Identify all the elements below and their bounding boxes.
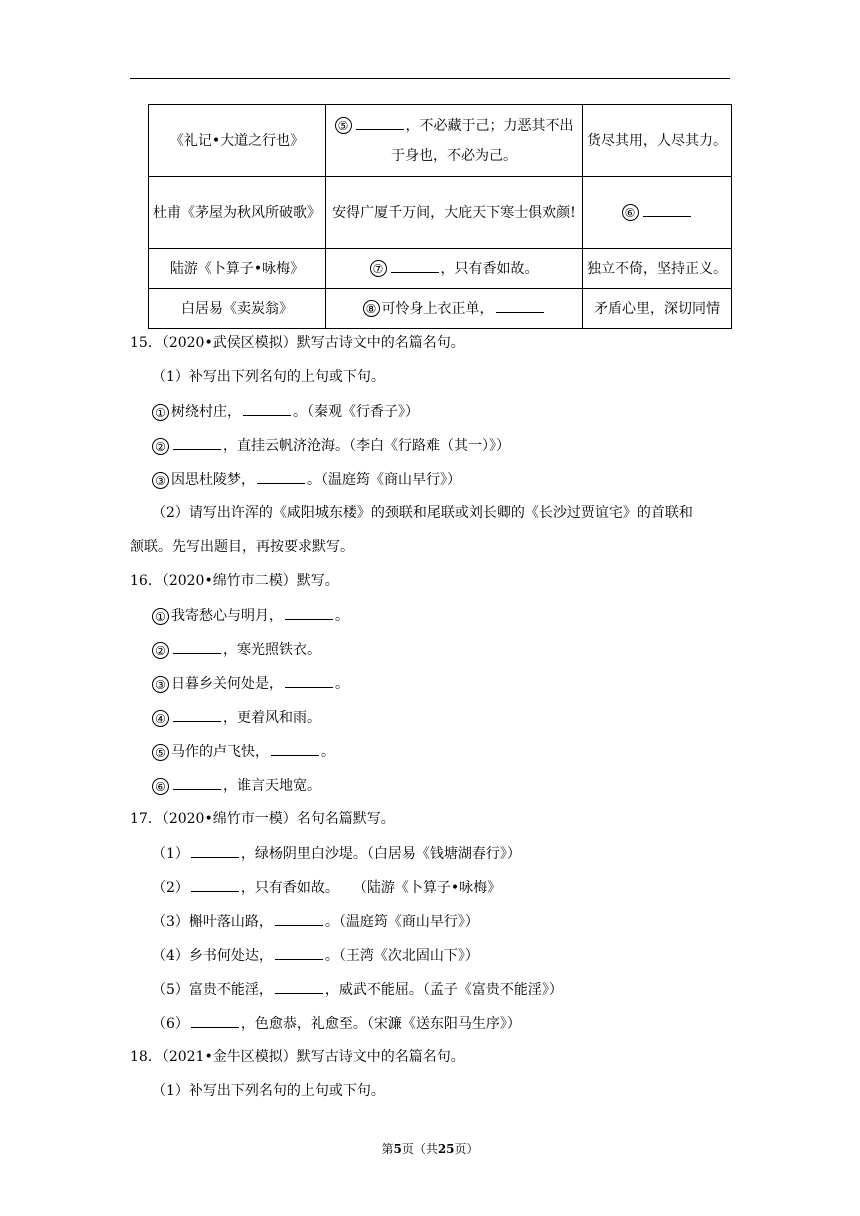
table-cell-source: 白居易《卖炭翁》 [149, 289, 326, 329]
list-item: （3）槲叶落山路， 。（温庭筠《商山早行》） [152, 911, 479, 932]
circled-number: ③ [152, 676, 169, 693]
list-item: ⑥ ，谁言天地宽。 [152, 775, 321, 796]
answer-blank[interactable] [173, 707, 221, 722]
poem-table [148, 104, 732, 329]
answer-blank[interactable] [643, 202, 691, 217]
circled-number: ⑥ [622, 204, 639, 221]
list-item: ③ 日暮乡关何处是， 。 [152, 673, 349, 694]
answer-blank[interactable] [191, 1013, 239, 1028]
list-item: ③ 因思杜陵梦， 。（温庭筠《商山早行》） [152, 469, 461, 490]
answer-blank[interactable] [243, 401, 291, 416]
answer-blank[interactable] [285, 605, 333, 620]
answer-blank[interactable] [275, 979, 323, 994]
question-15-part2-line2: 颔联。先写出题目，再按要求默写。 [130, 539, 354, 555]
circled-number: ⑤ [152, 744, 169, 761]
circled-number: ① [152, 608, 169, 625]
circled-number: ⑧ [363, 300, 380, 317]
table-cell-source: 杜甫《茅屋为秋风所破歌》 [149, 177, 326, 249]
question-15-part2-line1: （2）请写出许浑的《咸阳城东楼》的颈联和尾联或刘长卿的《长沙过贾谊宅》的首联和 [152, 505, 693, 521]
question-18-title: 18．（2021•金牛区模拟）默写古诗文中的名篇名句。 [130, 1049, 465, 1065]
answer-blank[interactable] [271, 741, 319, 756]
question-17-title: 17．（2020•绵竹市一模）名句名篇默写。 [130, 811, 395, 827]
answer-blank[interactable] [173, 639, 221, 654]
table-row [149, 249, 732, 289]
table-cell-theme: 矛盾心里，深切同情 [583, 289, 732, 329]
circled-number: ⑤ [335, 117, 352, 134]
circled-number: ② [152, 642, 169, 659]
list-item: ① 树绕村庄， 。（秦观《行香子》） [152, 401, 419, 422]
list-item: ⑤ 马作的卢飞快， 。 [152, 741, 335, 762]
table-cell-theme [583, 177, 732, 249]
table-cell-theme: 货尽其用，人尽其力。 [583, 105, 732, 177]
list-item: ① 我寄愁心与明月， 。 [152, 605, 349, 626]
list-item: ② ，寒光照铁衣。 [152, 639, 321, 660]
list-item: ④ ，更着风和雨。 [152, 707, 321, 728]
question-15-part1: （1）补写出下列名句的上句或下句。 [152, 369, 385, 385]
answer-blank[interactable] [275, 911, 323, 926]
circled-number: ① [152, 404, 169, 421]
table-cell-source: 陆游《卜算子•咏梅》 [149, 249, 326, 289]
question-16-title: 16．（2020•绵竹市二模）默写。 [130, 573, 339, 589]
list-item: （5）富贵不能淫， ，威武不能屈。（孟子《富贵不能淫》） [152, 979, 563, 1000]
answer-blank[interactable] [191, 877, 239, 892]
answer-blank[interactable] [191, 843, 239, 858]
circled-number: ④ [152, 710, 169, 727]
list-item: （6） ，色愈恭，礼愈至。（宋濂《送东阳马生序》） [152, 1013, 521, 1034]
answer-blank[interactable] [496, 298, 544, 313]
table-cell-line: ⑤ ，不必藏于己；力恶其不出于身也，不必为己。 [326, 105, 583, 177]
question-15-title: 15．（2020•武侯区模拟）默写古诗文中的名篇名句。 [130, 335, 465, 351]
answer-blank[interactable] [275, 945, 323, 960]
answer-blank[interactable] [173, 435, 221, 450]
circled-number: ② [152, 438, 169, 455]
table-cell-source: 《礼记•大道之行也》 [149, 105, 326, 177]
list-item: ② ，直挂云帆济沧海。（李白《行路难（其一）》） [152, 435, 510, 456]
list-item: （2） ，只有香如故。 （陆游《卜算子•咏梅》 [152, 877, 501, 898]
answer-blank[interactable] [285, 673, 333, 688]
header-rule [130, 78, 730, 79]
question-18-part1: （1）补写出下列名句的上句或下句。 [152, 1083, 385, 1099]
list-item: （1） ，绿杨阴里白沙堤。（白居易《钱塘湖春行》） [152, 843, 521, 864]
circled-number: ⑥ [152, 778, 169, 795]
table-row [149, 105, 732, 177]
circled-number: ③ [152, 472, 169, 489]
answer-blank[interactable] [257, 469, 305, 484]
table-row [149, 289, 732, 329]
list-item: （4）乡书何处达， 。（王湾《次北固山下》） [152, 945, 479, 966]
table-cell-line: 安得广厦千万间，大庇天下寒士俱欢颜! [326, 177, 583, 249]
page-total: 25 [437, 1142, 455, 1156]
answer-blank[interactable] [391, 258, 439, 273]
page-number: 5 [393, 1142, 402, 1156]
table-cell-theme: 独立不倚，坚持正义。 [583, 249, 732, 289]
table-row [149, 177, 732, 249]
circled-number: ⑦ [370, 260, 387, 277]
table-cell-line: ⑧ 可怜身上衣正单， [326, 289, 583, 329]
table-cell-line: ⑦ ，只有香如故。 [326, 249, 583, 289]
answer-blank[interactable] [356, 115, 404, 130]
page-footer: 第5页（共25页） [381, 1142, 479, 1156]
answer-blank[interactable] [173, 775, 221, 790]
